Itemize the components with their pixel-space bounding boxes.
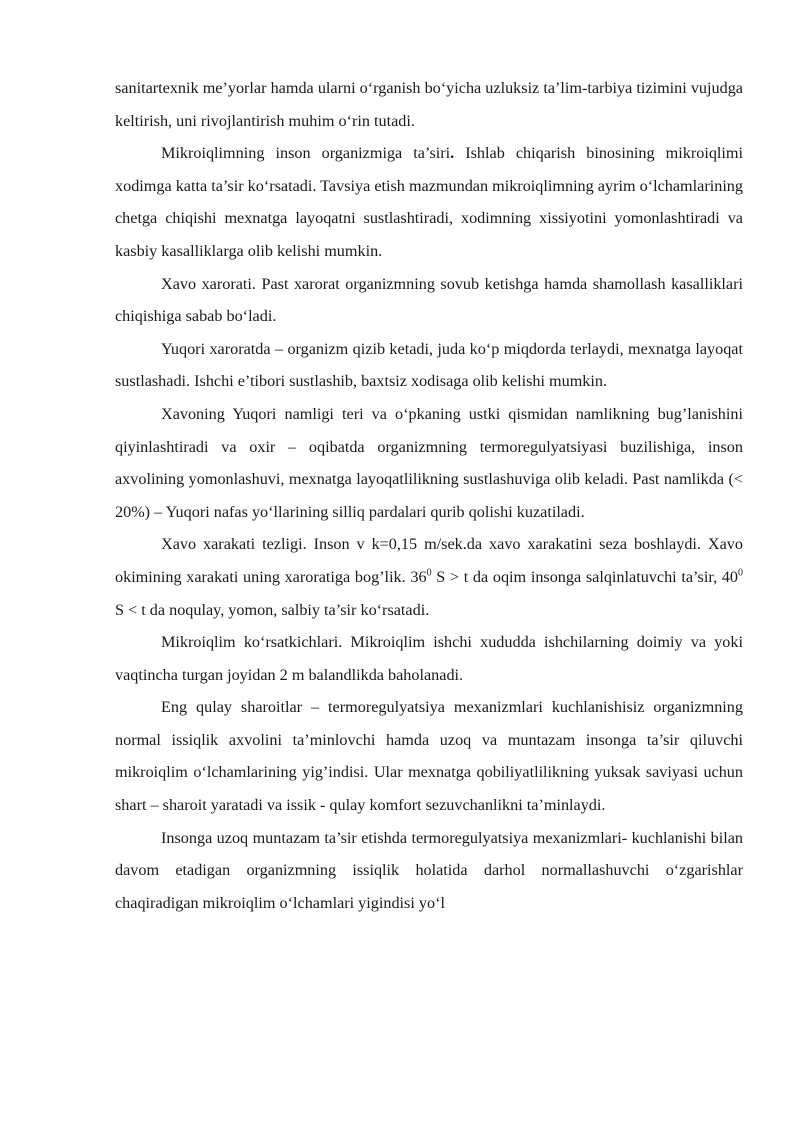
paragraph-part-2: S > t da oqim insonga salqinlatuvchi ta’sir, 40 [431, 567, 738, 586]
paragraph-part-1: Xavo xarakati tezligi. Inson v k=0,15 m/sek.da xavo xarakatini seza boshlaydi. Xavo okimining xarakati uning xaroratiga bog’lik. 36 [115, 535, 743, 586]
paragraph-continuation: sanitartexnik me’yorlar hamda ularni o‘rganish bo‘yicha uzluksiz ta’lim-tarbiya tizimini vujudga keltirish, uni rivojlantirish muhim o‘rin tutadi. [115, 79, 743, 130]
superscript-2: 0 [737, 567, 743, 579]
superscript-1: 0 [426, 567, 432, 579]
paragraph-air-velocity [115, 528, 743, 626]
paragraph-lead: Mikroiqlimning inson organizmiga ta’siri [161, 144, 451, 163]
paragraph-body: Ishlab chiqarish binosining mikroiqlimi xodimga katta ta’sir ko‘rsatadi. Tavsiya etish mazmundan mikroiqlimning ayrim o‘lchamlarining chetga chiqishi mexnatga layoqatni sustlashtiradi, xodimning xissiyotini yomonlashtiradi va kasbiy kasalliklarga olib kelishi mumkin. [115, 144, 743, 260]
paragraph-microclimate-indicators: Mikroiqlim ko‘rsatkichlari. Mikroiqlim ishchi xududda ishchilarning doimiy va yoki vaqtincha turgan joyidan 2 m balandlikda baholanadi. [115, 633, 743, 684]
paragraph-air-temperature: Xavo xarorati. Past xarorat organizmning sovub ketishga hamda shamollash kasalliklari chiqishiga sabab bo‘ladi. [115, 274, 743, 326]
paragraph-microclimate-effect [115, 137, 743, 267]
document-page [115, 72, 743, 919]
paragraph-lead-dot: . [450, 144, 455, 163]
paragraph-high-temperature: Yuqori xaroratda – organizm qizib ketadi, juda ko‘p miqdorda terlaydi, mexnatga layoqat sustlashadi. Ishchi e’tibori sustlashib, baxtsiz xodisaga olib kelishi mumkin. [115, 339, 743, 391]
paragraph-best-conditions: Eng qulay sharoitlar – termoregulyatsiya mexanizmlari kuchlanishisiz organizmning normal issiqlik axvolini ta’minlovchi hamda uzoq va muntazam insonga ta’sir qiluvchi mikroiqlim o‘lchamlarining yig’indisi. Ular mexnatga qobiliyatlilikning yuksak saviyasi uchun shart – sharoit yaratadi va issik - qulay komfort sezuvchanlikni ta’minlaydi. [115, 698, 743, 815]
paragraph-humidity: Xavoning Yuqori namligi teri va o‘pkaning ustki qismidan namlikning bug’lanishini qiyinlashtiradi va oxir – oqibatda organizmning termoregulyatsiyasi buzilishiga, inson axvolining yomonlashuvi, mexnatga layoqatlilikning sustlashuviga olib keladi. Past namlikda (< 20%) – Yuqori nafas yo‘llarining silliq pardalari qurib qolishi kuzatiladi. [115, 404, 743, 521]
paragraph-part-3: S < t da noqulay, yomon, salbiy ta’sir ko‘rsatadi. [115, 600, 430, 619]
paragraph-long-exposure: Insonga uzoq muntazam ta’sir etishda termoregulyatsiya mexanizmlari- kuchlanishi bilan davom etadigan organizmning issiqlik holatida darhol normallashuvchi o‘zgarishlar chaqiradigan mikroiqlim o‘lchamlari yigindisi yo‘l [115, 828, 743, 912]
